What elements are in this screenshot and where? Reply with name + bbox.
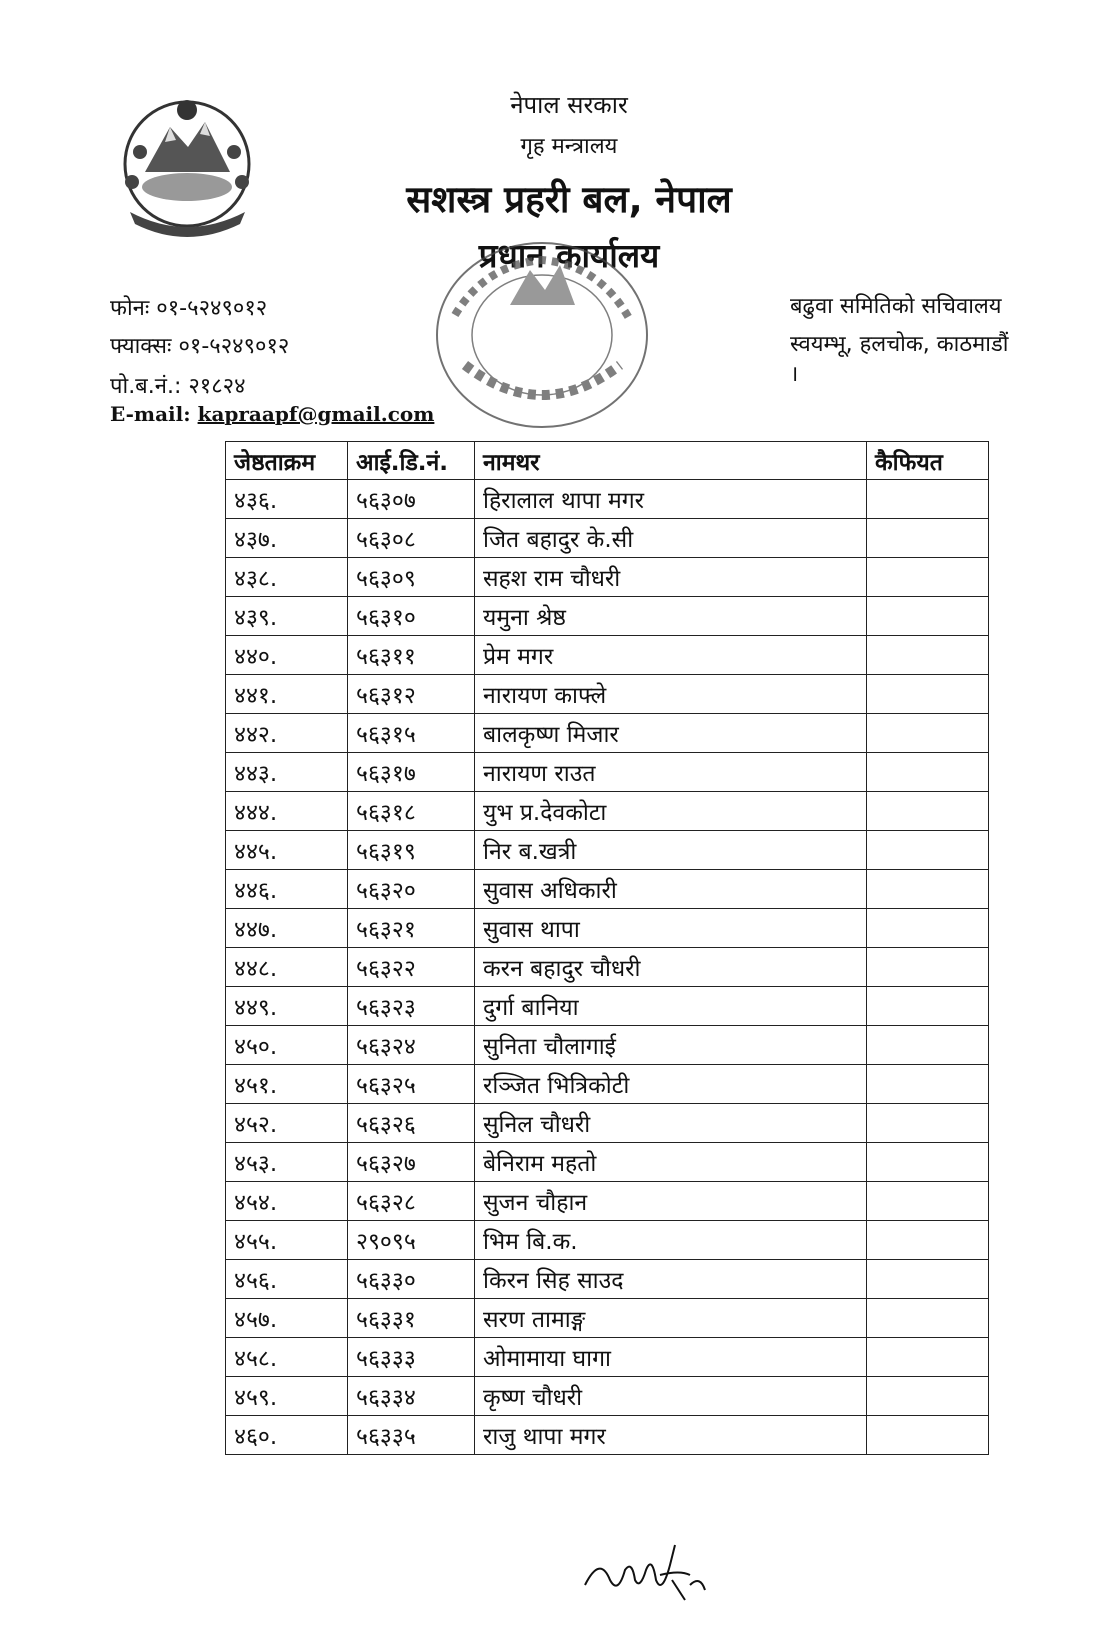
remarks-cell (867, 1377, 989, 1416)
header-id: आई.डि.नं. (348, 442, 475, 480)
table-row (226, 987, 989, 1026)
id-cell: ५६३२० (348, 870, 475, 909)
table-row (226, 480, 989, 519)
seniority-cell: ४४१. (226, 675, 348, 714)
id-cell: ५६३२३ (348, 987, 475, 1026)
table-row (226, 1338, 989, 1377)
name-cell: करन बहादुर चौधरी (475, 948, 867, 987)
seniority-cell: ४५२. (226, 1104, 348, 1143)
id-cell: ५६३२७ (348, 1143, 475, 1182)
seniority-cell: ४४८. (226, 948, 348, 987)
table-row (226, 519, 989, 558)
remarks-cell (867, 1143, 989, 1182)
table-row (226, 1260, 989, 1299)
table-row (226, 1143, 989, 1182)
name-cell: किरन सिह साउद (475, 1260, 867, 1299)
name-cell: सुजन चौहान (475, 1182, 867, 1221)
remarks-cell (867, 597, 989, 636)
seniority-cell: ४५९. (226, 1377, 348, 1416)
id-cell: ५६३३५ (348, 1416, 475, 1455)
office-phone: फोनः ०१-५२४९०१२ (110, 296, 268, 321)
seniority-cell: ४४४. (226, 792, 348, 831)
name-cell: ओमामाया घागा (475, 1338, 867, 1377)
remarks-cell (867, 753, 989, 792)
force-name: सशस्त्र प्रहरी बल, नेपाल (406, 178, 732, 221)
name-cell: निर ब.खत्री (475, 831, 867, 870)
government-name: नेपाल सरकार (510, 91, 628, 119)
id-cell: ५६३०७ (348, 480, 475, 519)
name-cell: बेनिराम महतो (475, 1143, 867, 1182)
table-row (226, 948, 989, 987)
header-remarks: कैफियत (867, 442, 989, 480)
id-cell: ५६३३४ (348, 1377, 475, 1416)
table-row (226, 1377, 989, 1416)
remarks-cell (867, 1065, 989, 1104)
seniority-list-table (225, 441, 989, 1455)
seniority-cell: ४५५. (226, 1221, 348, 1260)
seniority-cell: ४३६. (226, 480, 348, 519)
table-row (226, 1416, 989, 1455)
table-row (226, 909, 989, 948)
table-row (226, 1182, 989, 1221)
id-cell: ५६३२५ (348, 1065, 475, 1104)
id-cell: ५६३१० (348, 597, 475, 636)
table-row (226, 831, 989, 870)
seniority-cell: ४४३. (226, 753, 348, 792)
id-cell: ५६३२८ (348, 1182, 475, 1221)
remarks-cell (867, 675, 989, 714)
seniority-cell: ४५१. (226, 1065, 348, 1104)
name-cell: सहश राम चौधरी (475, 558, 867, 597)
id-cell: ५६३३१ (348, 1299, 475, 1338)
table-row (226, 558, 989, 597)
seniority-cell: ४३८. (226, 558, 348, 597)
id-cell: ५६३०८ (348, 519, 475, 558)
id-cell: ५६३११ (348, 636, 475, 675)
seniority-cell: ४४५. (226, 831, 348, 870)
name-cell: बालकृष्ण मिजार (475, 714, 867, 753)
seniority-cell: ४५७. (226, 1299, 348, 1338)
seniority-cell: ४५३. (226, 1143, 348, 1182)
header-seniority: जेष्ठताक्रम (226, 442, 348, 480)
seniority-cell: ४५४. (226, 1182, 348, 1221)
remarks-cell (867, 1182, 989, 1221)
name-cell: प्रेम मगर (475, 636, 867, 675)
table-header-row (226, 442, 989, 480)
name-cell: कृष्ण चौधरी (475, 1377, 867, 1416)
id-cell: २९०९५ (348, 1221, 475, 1260)
id-cell: ५६३२४ (348, 1026, 475, 1065)
id-cell: ५६३३० (348, 1260, 475, 1299)
seniority-cell: ४४२. (226, 714, 348, 753)
name-cell: सरण तामाङ्ग (475, 1299, 867, 1338)
remarks-cell (867, 909, 989, 948)
seniority-cell: ४६०. (226, 1416, 348, 1455)
signature-icon (580, 1535, 730, 1605)
id-cell: ५६३२२ (348, 948, 475, 987)
name-cell: युभ प्र.देवकोटा (475, 792, 867, 831)
seniority-cell: ४५६. (226, 1260, 348, 1299)
seniority-cell: ४५०. (226, 1026, 348, 1065)
name-cell: भिम बि.क. (475, 1221, 867, 1260)
table-row (226, 675, 989, 714)
remarks-cell (867, 792, 989, 831)
seniority-cell: ४३९. (226, 597, 348, 636)
remarks-cell (867, 1299, 989, 1338)
seniority-cell: ४४०. (226, 636, 348, 675)
ministry-name: गृह मन्त्रालय (520, 134, 618, 159)
table-row (226, 753, 989, 792)
remarks-cell (867, 870, 989, 909)
table-row (226, 1299, 989, 1338)
secretariat-address: स्वयम्भू, हलचोक, काठमाडौं । (790, 332, 1009, 387)
header-name: नामथर (475, 442, 867, 480)
table-row (226, 1065, 989, 1104)
remarks-cell (867, 948, 989, 987)
table-row (226, 636, 989, 675)
office-fax: फ्याक्सः ०१-५२४९०१२ (110, 334, 290, 359)
remarks-cell (867, 636, 989, 675)
name-cell: सुवास थापा (475, 909, 867, 948)
id-cell: ५६३१२ (348, 675, 475, 714)
name-cell: सुवास अधिकारी (475, 870, 867, 909)
table-row (226, 1104, 989, 1143)
name-cell: यमुना श्रेष्ठ (475, 597, 867, 636)
name-cell: जित बहादुर के.सी (475, 519, 867, 558)
id-cell: ५६३०९ (348, 558, 475, 597)
name-cell: सुनिल चौधरी (475, 1104, 867, 1143)
remarks-cell (867, 714, 989, 753)
remarks-cell (867, 1104, 989, 1143)
email-label: E-mail: (110, 402, 191, 426)
remarks-cell (867, 1338, 989, 1377)
name-cell: नारायण काफ्ले (475, 675, 867, 714)
remarks-cell (867, 831, 989, 870)
remarks-cell (867, 1416, 989, 1455)
id-cell: ५६३१९ (348, 831, 475, 870)
remarks-cell (867, 987, 989, 1026)
table-row (226, 597, 989, 636)
remarks-cell (867, 1260, 989, 1299)
name-cell: हिरालाल थापा मगर (475, 480, 867, 519)
id-cell: ५६३२१ (348, 909, 475, 948)
id-cell: ५६३१८ (348, 792, 475, 831)
id-cell: ५६३१७ (348, 753, 475, 792)
table-row (226, 714, 989, 753)
remarks-cell (867, 519, 989, 558)
email-link[interactable]: kapraapf@gmail.com (197, 402, 435, 426)
seniority-cell: ४४६. (226, 870, 348, 909)
remarks-cell (867, 480, 989, 519)
remarks-cell (867, 558, 989, 597)
official-seal-stamp-icon (425, 225, 660, 440)
id-cell: ५६३२६ (348, 1104, 475, 1143)
remarks-cell (867, 1026, 989, 1065)
name-cell: रञ्जित भित्रिकोटी (475, 1065, 867, 1104)
table-row (226, 792, 989, 831)
secretariat-name: बढुवा समितिको सचिवालय (790, 294, 1002, 319)
name-cell: सुनिता चौलागाई (475, 1026, 867, 1065)
seniority-cell: ४५८. (226, 1338, 348, 1377)
office-pobox: पो.ब.नं.: २१८२४ (110, 374, 246, 399)
seniority-cell: ४३७. (226, 519, 348, 558)
table-row (226, 1026, 989, 1065)
seniority-cell: ४४९. (226, 987, 348, 1026)
office-name: प्रधान कार्यालय (478, 236, 660, 275)
name-cell: नारायण राउत (475, 753, 867, 792)
name-cell: राजु थापा मगर (475, 1416, 867, 1455)
id-cell: ५६३१५ (348, 714, 475, 753)
name-cell: दुर्गा बानिया (475, 987, 867, 1026)
table-row (226, 870, 989, 909)
email-line (110, 402, 434, 426)
table-row (226, 1221, 989, 1260)
seniority-cell: ४४७. (226, 909, 348, 948)
remarks-cell (867, 1221, 989, 1260)
id-cell: ५६३३३ (348, 1338, 475, 1377)
